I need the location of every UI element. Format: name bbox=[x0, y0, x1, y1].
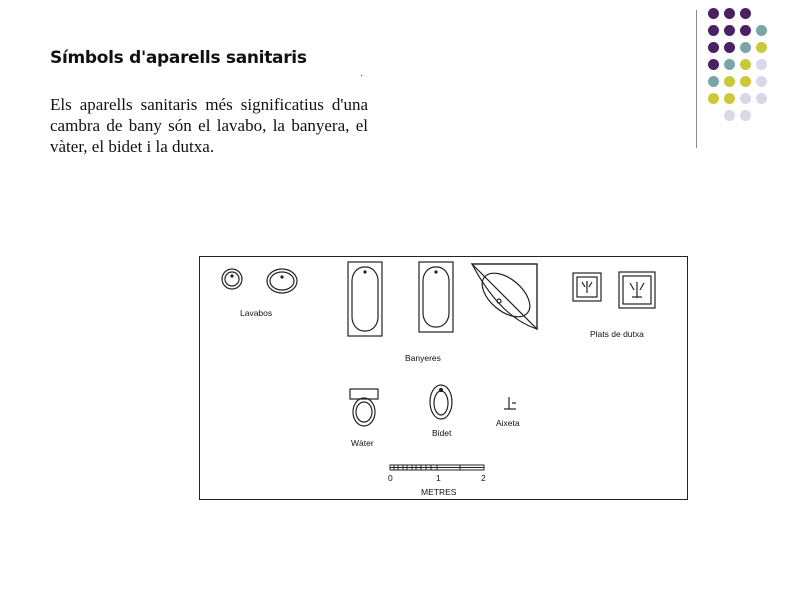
decorative-dot bbox=[740, 25, 751, 36]
label-plats-dutxa: Plats de dutxa bbox=[590, 329, 644, 339]
decorative-dot bbox=[724, 59, 735, 70]
decorative-dot bbox=[756, 42, 767, 53]
decorative-dot bbox=[740, 59, 751, 70]
decorative-dot bbox=[708, 76, 719, 87]
round-washbasin-icon bbox=[222, 269, 242, 289]
label-bidet: Bidet bbox=[432, 428, 452, 438]
decorative-dot bbox=[724, 25, 735, 36]
decorative-dot bbox=[740, 93, 751, 104]
decorative-dot bbox=[740, 8, 751, 19]
label-vater: Wàter bbox=[351, 438, 374, 448]
label-aixeta: Aixeta bbox=[496, 418, 520, 428]
decorative-dot bbox=[756, 25, 767, 36]
decorative-dot bbox=[724, 42, 735, 53]
decorative-dot bbox=[708, 8, 719, 19]
bathtub-2-icon bbox=[419, 262, 453, 332]
bidet-icon bbox=[430, 385, 452, 419]
decorative-dot bbox=[724, 76, 735, 87]
decorative-dot bbox=[740, 42, 751, 53]
decorative-divider bbox=[696, 10, 697, 148]
label-lavabos: Lavabos bbox=[240, 308, 273, 318]
decorative-dot bbox=[724, 93, 735, 104]
shower-tray-large-icon bbox=[619, 272, 655, 308]
decorative-dot bbox=[740, 110, 751, 121]
bathtub-1-icon bbox=[348, 262, 382, 336]
decorative-dot bbox=[756, 93, 767, 104]
decorative-dot bbox=[708, 93, 719, 104]
slide-body-text: Els aparells sanitaris més significatius d'una cambra de bany són el lavabo, la banyera, el vàter, el bidet i la dutxa. bbox=[50, 95, 368, 156]
symbols-drawing bbox=[200, 257, 687, 499]
faucet-icon bbox=[504, 397, 516, 409]
oval-washbasin-icon bbox=[267, 269, 297, 293]
decorative-dot bbox=[708, 59, 719, 70]
sanitary-symbols-figure bbox=[199, 256, 688, 500]
decorative-dot bbox=[724, 110, 735, 121]
toilet-icon bbox=[350, 389, 378, 426]
scale-label-0: 0 bbox=[388, 473, 393, 483]
label-banyeres: Banyeres bbox=[405, 353, 441, 363]
decorative-dot bbox=[708, 42, 719, 53]
decorative-dot bbox=[756, 59, 767, 70]
corner-bathtub-icon bbox=[472, 264, 538, 329]
stray-mark: · bbox=[360, 70, 364, 81]
decorative-dot bbox=[708, 25, 719, 36]
scale-bar bbox=[390, 465, 484, 470]
decorative-dot bbox=[740, 76, 751, 87]
slide-title: Símbols d'aparells sanitaris bbox=[50, 48, 307, 68]
scale-label-2: 2 bbox=[481, 473, 486, 483]
shower-tray-small-icon bbox=[573, 273, 601, 301]
scale-label-metres: METRES bbox=[421, 487, 457, 497]
decorative-dot bbox=[724, 8, 735, 19]
scale-label-1: 1 bbox=[436, 473, 441, 483]
decorative-dot bbox=[756, 76, 767, 87]
